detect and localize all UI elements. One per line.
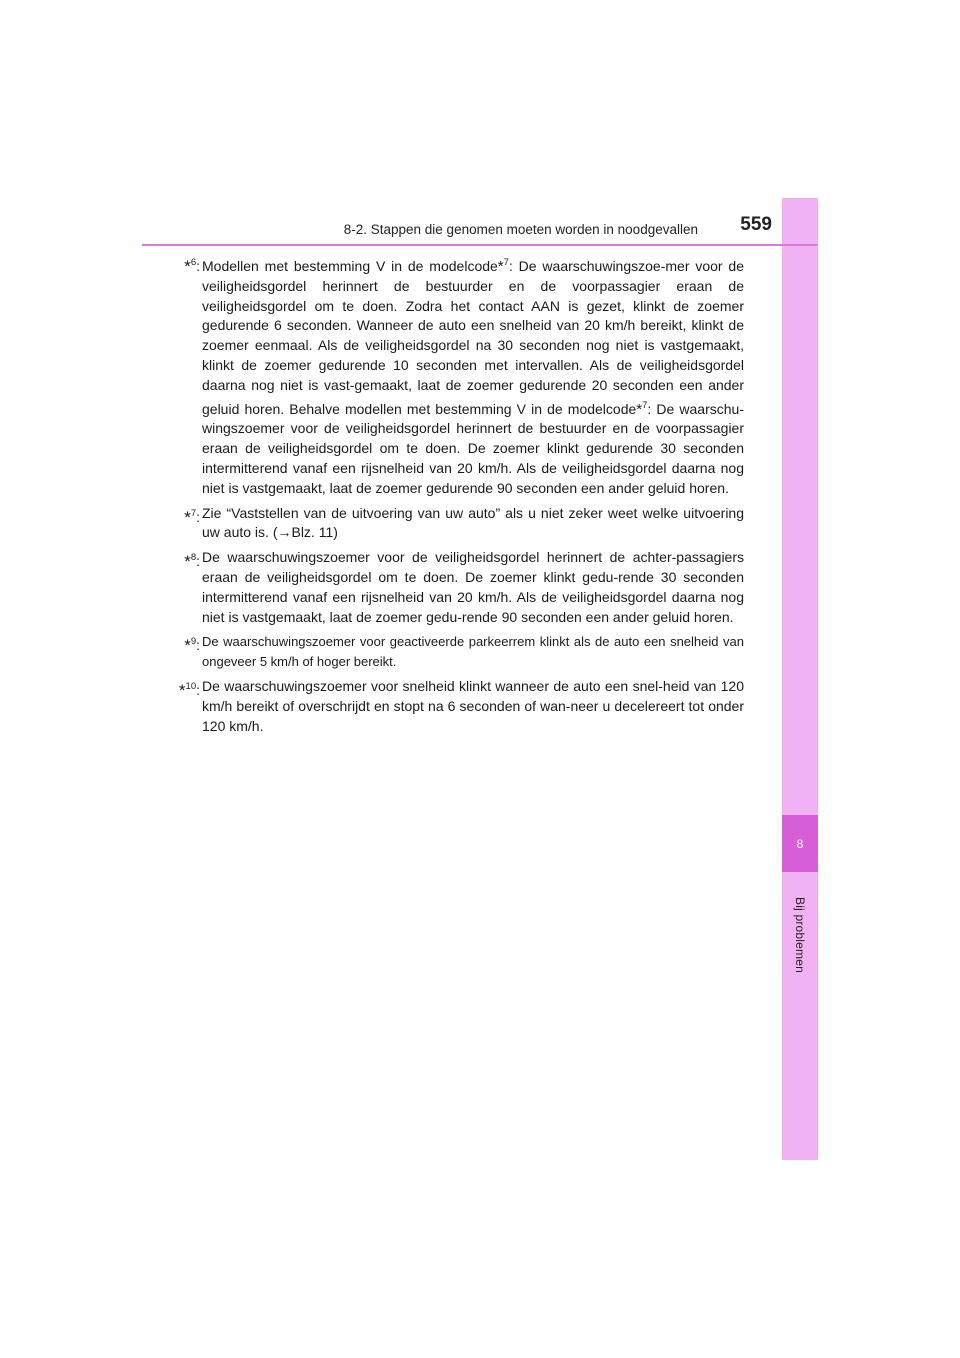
footnote-text: De waarschuwingszoemer voor de veiligheidsgordel herinnert de achter-passagiers eraan de veiligheidsgordel om te doen. De zoemer klinkt gedu-rende 30 seconden intermitterend vanaf een rijsnelheid van 20 km/h. Als de veiligheidsgordel daarna nog niet is vastgemaakt, laat de zoemer gedu-rende 90 seconden een ander geluid horen. [202, 549, 744, 625]
footnote-marker [158, 632, 200, 672]
chapter-label: Bij problemen [793, 897, 807, 973]
footnote-number: 10 [185, 680, 197, 692]
marker-colon: : [196, 258, 200, 274]
marker-colon: : [196, 508, 200, 525]
footnote-marker [158, 548, 200, 627]
footnote-marker [158, 504, 200, 544]
footnote-text: Zie “Vaststellen van de uitvoering van uw auto” als u niet zeker weet welke uitvoering uw auto is. (→Blz. 11) [202, 504, 744, 541]
footnote-marker [158, 677, 200, 736]
footnote-9 [184, 632, 744, 672]
chapter-label-box [782, 880, 818, 990]
asterisk: * [184, 552, 191, 572]
footnote-7 [184, 504, 744, 544]
footnote-number: 6 [190, 257, 197, 268]
footnote-10 [178, 677, 744, 736]
page-number: 559 [740, 214, 772, 235]
asterisk: * [636, 400, 643, 418]
footnote-text: De waarschuwingszoemer voor geactiveerde parkeerrem klinkt als de auto een snelheid van ongeveer 5 km/h of hoger bereikt. [202, 634, 744, 670]
marker-colon: : [196, 637, 200, 654]
footnote-text: De waarschuwingszoemer voor snelheid klinkt wanneer de auto een snel-heid van 120 km/h bereikt of overschrijdt en stopt na 6 seconden of wan-neer u decelereert tot onder 120 km/h. [202, 677, 744, 734]
asterisk: * [184, 257, 191, 276]
footnote-text [200, 253, 744, 499]
asterisk: * [184, 507, 191, 527]
footnote-marker [158, 253, 200, 499]
header-divider [142, 244, 818, 246]
footnote-reference: 7 [642, 399, 648, 411]
footnote-reference: 7 [503, 257, 509, 268]
footnote-8 [184, 548, 744, 627]
section-title: 8-2. Stappen die genomen moeten worden in noodgevallen [343, 222, 698, 237]
asterisk: * [178, 680, 186, 700]
footnote-number: 7 [190, 507, 197, 519]
chapter-number: 8 [796, 836, 804, 851]
marker-colon: : [196, 681, 200, 698]
chapter-number-box [782, 815, 818, 872]
footnote-6 [184, 253, 744, 499]
text-segment: : De waarschuwingszoe-mer voor de veiligheidsgordel herinnert de bestuurder en de voorpassagier eraan de veiligheidsgordel om te doen. Zodra het contact AAN is gezet, klinkt de zoemer gedurende 6 seconden. Wanneer de auto een snelheid van 20 km/h bereikt, klinkt de zoemer eenmaal. Als de veiligheidsgordel na 30 seconden nog niet is vastgemaakt, klinkt de zoemer gedurende 10 seconden met intervallen. Als de veiligheidsgordel daarna nog niet is vast-gemaakt, laat de zoemer gedurende 20 seconden een ander geluid horen. Behalve modellen met bestemming V in de modelcode [202, 258, 744, 417]
text-segment: : De waarschu-wingszoemer voor de veiligheidsgordel herinnert de bestuurder en de voorpassagier eraan de veiligheidsgordel om te doen. De zoemer klinkt gedurende 30 seconden intermitterend vanaf een rijsnelheid van 20 km/h. Als de veiligheidsgordel daarna nog niet is vastgemaakt, laat de zoemer gedurende 90 seconden een ander geluid horen. [202, 400, 744, 496]
asterisk: * [497, 258, 504, 275]
footnotes [178, 253, 744, 741]
asterisk: * [184, 636, 191, 656]
text-segment: Modellen met bestemming V in de modelcode [202, 258, 498, 274]
footnote-number: 9 [190, 636, 197, 648]
marker-colon: : [196, 553, 200, 570]
footnote-number: 8 [190, 552, 197, 564]
chapter-side-tab [782, 198, 818, 1160]
